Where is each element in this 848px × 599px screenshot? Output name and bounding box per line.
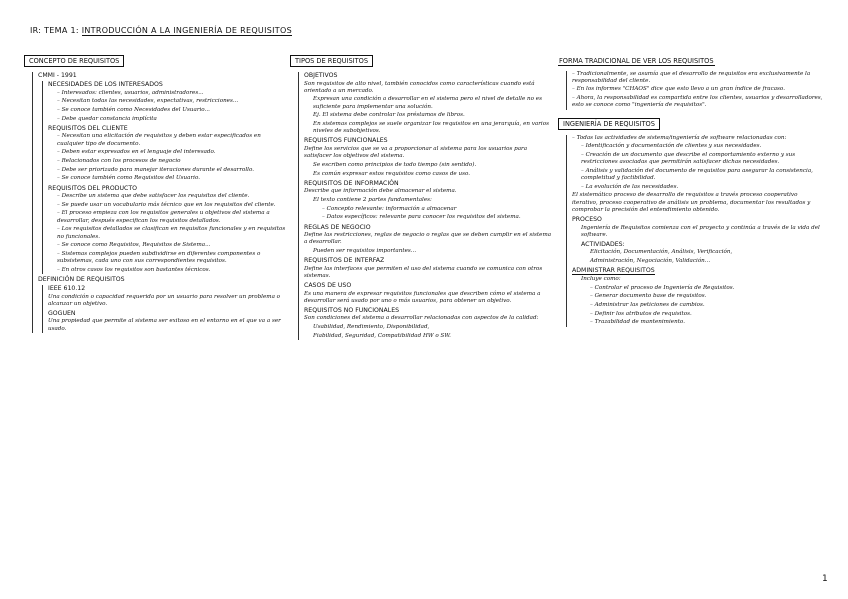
note-text: – La evolución de las necesidades. [581, 184, 824, 191]
note-text: – Debe ser priorizado para manejar iteraciones durante el desarrollo. [57, 167, 286, 174]
note-text: – Deben estar expresados en el lenguaje del interesado. [57, 149, 286, 156]
note-text: – Necesitan todas las necesidades, expectativas, restricciones... [57, 98, 286, 105]
interfaz-heading: REQUISITOS DE INTERFAZ [304, 257, 385, 265]
note-text: Incluye como: [581, 275, 621, 282]
definicion-heading: DEFINICIÓN DE REQUISITOS [38, 276, 125, 284]
note-text: – Datos específicos: relevante para conocer los requisitos del sistema. [322, 214, 556, 221]
note-text: Se escriben como principios de todo tiempo (sin sentido). [313, 161, 477, 168]
note-text: – Definir los atributos de requisitos. [590, 311, 824, 318]
note-text: Describe que información debe almacenar el sistema. [304, 188, 457, 195]
note-text: – Relacionados con los procesos de negocio [57, 158, 286, 165]
no-funcionales-heading: REQUISITOS NO FUNCIONALES [304, 306, 400, 314]
definicion-tree [42, 285, 286, 333]
note-text: – Los requisitos detallados se clasifican en requisitos funcionales y en requisitos no funcionales. [57, 226, 286, 240]
note-text: Expresan una condición a desarrollar en el sistema pero el nivel de detalle no es suficiente para implementar una solución. [313, 96, 542, 110]
administrar-heading-text: ADMINISTRAR REQUISITOS [572, 267, 655, 275]
note-text: – Tradicionalmente, se asumía que el desarrollo de requisitos era exclusivamente la responsabilidad del cliente. [572, 71, 824, 85]
column-1 [28, 48, 286, 334]
note-text: – Sistemas complejos pueden subdividirse en diferentes componentes o subsistemas, cada uno con sus correspondientes requisitos. [57, 251, 286, 265]
note-text: Son condiciones del sistema a desarrollar relacionadas con aspectos de la calidad: [304, 315, 539, 322]
funcionales-heading: REQUISITOS FUNCIONALES [304, 137, 388, 145]
note-text: – En los informes "CHAOS" dice que esto llevo a un gran índice de fracaso. [572, 86, 824, 93]
note-text: El sistemático proceso de desarrollo de requisitos a través proceso cooperativo iterativo, proceso cooperativo de análisis un problema, documentar los resultados y comprobar la precisión del entendimiento obtenido. [572, 192, 811, 213]
ingenieria-tree [566, 135, 824, 327]
note-text: – Debe quedar constancia implícita [57, 116, 286, 123]
negocio-heading: REGLAS DE NEGOCIO [304, 223, 371, 231]
note-text: – Interesados: clientes, usuarios, administradores... [57, 90, 286, 97]
note-text: – Creación de un documento que describe el comportamiento externo y sus restricciones asociadas que permitirán satisfacer dichas necesidades. [581, 152, 824, 166]
note-text: – Se conoce como Requisitos, Requisitos de Sistema... [57, 242, 286, 249]
note-text: Una propiedad que permite al sistema ser exitoso en el entorno en el que va a ser usado. [48, 318, 281, 332]
section-concepto-requisitos: CONCEPTO DE REQUISITOS [24, 55, 124, 67]
cmmi-tree [42, 81, 286, 274]
note-text: – Describe un sistema que debe satisfacer los requisitos del cliente. [57, 193, 286, 200]
column-3 [559, 48, 824, 328]
section-forma-tradicional: FORMA TRADICIONAL DE VER LOS REQUISITOS [559, 57, 714, 65]
informacion-heading: REQUISITOS DE INFORMACIÓN [304, 179, 399, 187]
note-text: El texto contiene 2 partes fundamentales: [313, 196, 432, 203]
note-text: Son requisitos de alto nivel, también conocidos como características cuando está orientado a un mercado. [304, 80, 535, 94]
actividades-heading: ACTIVIDADES: [581, 240, 625, 248]
note-text: Elicitación, Documentación, Análisis, Verificación, [590, 249, 733, 256]
note-text: – Controlar el proceso de Ingeniería de Requisitos. [590, 285, 824, 292]
note-text: Define las restricciones, reglas de negocio o reglas que se deben cumplir en el sistema a desarrollar. [304, 232, 552, 246]
note-text: – Todas las actividades de sistema/ingeniería de software relacionadas con: [572, 135, 824, 142]
note-text: En sistemas complejos se suele organizar los requisitos en una jerarquía, en varios niveles de subobjetivos. [313, 121, 549, 135]
note-text: – Análisis y validación del documento de requisitos para asegurar la consistencia, completitud y factibilidad. [581, 168, 824, 182]
note-text: – Se conoce también como Requisitos del Usuario. [57, 175, 286, 182]
page-title [30, 26, 292, 35]
necesidades-heading: NECESIDADES DE LOS INTERESADOS [48, 81, 163, 88]
note-text: – En otros casos los requisitos son bastantes técnicos. [57, 267, 286, 274]
note-text: Ej. El sistema debe controlar los préstamos de libros. [313, 112, 465, 119]
note-text: Es una manera de expresar requisitos funcionales que describen cómo el sistema a desarrollar será usado por uno o más usuarios, para obtener un objetivo. [304, 290, 541, 304]
cmmi-heading: CMMI - 1991 [38, 72, 77, 79]
section-ingenieria-requisitos: INGENIERÍA DE REQUISITOS [558, 118, 660, 130]
note-text: – Identificación y documentación de clientes y sus necesidades. [581, 143, 824, 150]
note-text: Usabilidad, Rendimiento, Disponibilidad, [313, 324, 430, 331]
tradicional-tree [566, 71, 824, 110]
note-text: – Se conoce también como Necesidades del Usuario... [57, 107, 286, 114]
note-text: Define las interfaces que permiten el uso del sistema cuando se comunica con otros sistemas. [304, 265, 543, 279]
proceso-heading: PROCESO [572, 216, 602, 224]
tipos-tree [298, 72, 556, 340]
note-text: Una condición o capacidad requerida por un usuario para resolver un problema o alcanzar un objetivo. [48, 293, 281, 307]
note-text: – Administrar las peticiones de cambios. [590, 302, 824, 309]
objetivos-heading: OBJETIVOS [304, 72, 338, 79]
note-text: – Trazabilidad de mantenimiento. [590, 319, 824, 326]
title-main: INTRODUCCIÓN A LA INGENIERÍA DE REQUISITOS [81, 26, 292, 35]
note-text: – El proceso empieza con los requisitos generales u objetivos del sistema a desarrollar, después especifican los requisitos detallados. [57, 210, 286, 224]
note-text: – Se puede usar un vocabulario más técnico que en los requisitos del cliente. [57, 202, 286, 209]
note-text: – Concepto relevante: información a almacenar [322, 206, 556, 213]
note-text: – Necesitan una elicitación de requisitos y deben estar especificados en cualquier tipo de documento. [57, 133, 286, 147]
column-2 [294, 48, 556, 342]
page-number: 1 [822, 574, 828, 584]
note-text: Define los servicios que se va a proporcionar al sistema para los usuarios para satisfacer los objetivos del sistema. [304, 145, 528, 160]
note-text: Fiabilidad, Seguridad, Compatibilidad HW o SW. [313, 332, 451, 339]
note-text: Ingeniería de Requisitos comienza con el proyecto y continúa a través de la vida del software. [581, 224, 820, 238]
concepto-tree [32, 72, 286, 333]
title-prefix: IR: TEMA 1: [30, 26, 79, 35]
cliente-heading: REQUISITOS DEL CLIENTE [48, 124, 128, 132]
note-text: Es común expresar estos requisitos como casos de uso. [313, 170, 471, 177]
note-text: Pueden ser requisitos importantes... [313, 247, 417, 254]
note-text: – Ahora, la responsabilidad es compartida entre los clientes, usuarios y desarrolladores, esto se conoce como "ingeniería de requisitos". [572, 95, 824, 109]
casos-uso-heading: CASOS DE USO [304, 282, 352, 290]
section-tipos-requisitos: TIPOS DE REQUISITOS [290, 55, 373, 67]
goguen-heading: GOGUEN [48, 309, 76, 317]
producto-heading: REQUISITOS DEL PRODUCTO [48, 184, 137, 192]
administrar-heading [572, 267, 824, 274]
ieee-heading: IEEE 610.12 [48, 285, 86, 293]
note-text: – Generar documento base de requisitos. [590, 293, 824, 300]
note-text: Administración, Negociación, Validación... [590, 258, 711, 265]
